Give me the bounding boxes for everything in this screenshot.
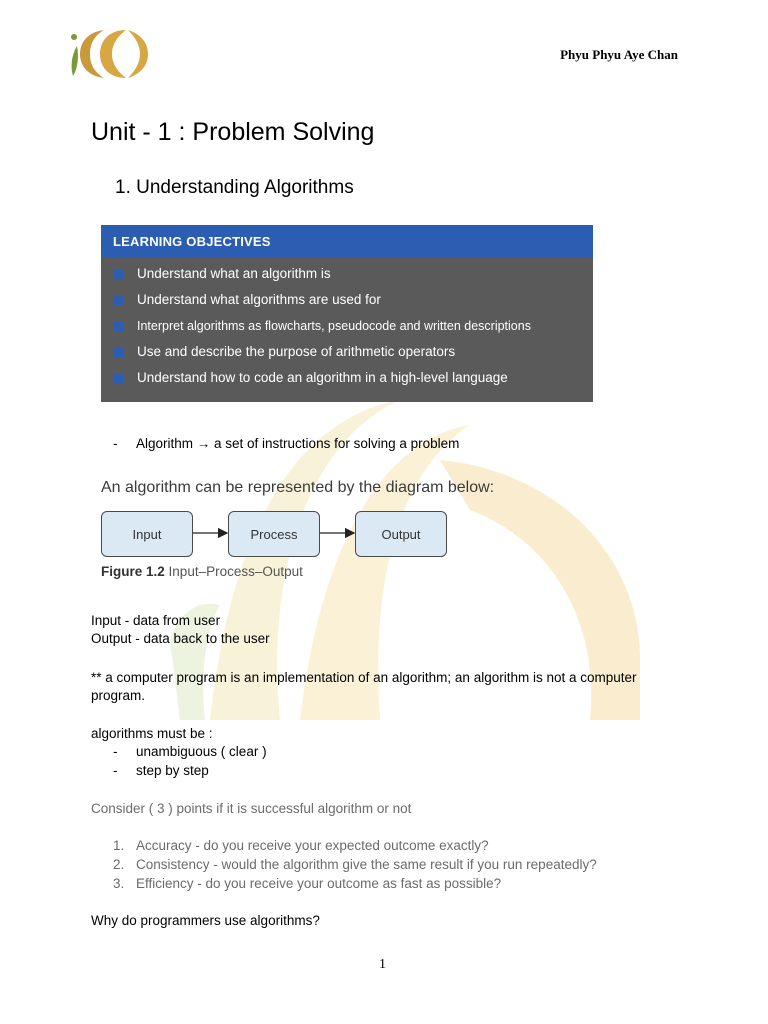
program-note-line1: ** a computer program is an implementation of an algorithm; an algorithm is not a computer xyxy=(91,670,637,685)
consider-item: Consistency - would the algorithm give the same result if you run repeatedly? xyxy=(136,857,597,872)
must-item: step by step xyxy=(136,763,209,778)
figure-caption xyxy=(101,564,303,579)
consider-heading: Consider ( 3 ) points if it is successful algorithm or not xyxy=(91,801,412,816)
figure-caption-text: Input–Process–Output xyxy=(168,564,303,579)
input-note: Input - data from user xyxy=(91,613,221,628)
dash-marker: - xyxy=(113,744,118,759)
consider-item: Efficiency - do you receive your outcome as fast as possible? xyxy=(136,876,502,891)
section-heading: 1. Understanding Algorithms xyxy=(115,177,354,198)
learning-objectives-heading: LEARNING OBJECTIVES xyxy=(101,225,593,258)
objective-text: Understand how to code an algorithm in a high-level language xyxy=(137,370,508,385)
definition-dash: - xyxy=(113,436,118,451)
consider-item: Accuracy - do you receive your expected outcome exactly? xyxy=(136,838,489,853)
author-name: Phyu Phyu Aye Chan xyxy=(560,47,678,62)
process-box: Process xyxy=(228,511,320,557)
objective-text: Interpret algorithms as flowcharts, pseudocode and written descriptions xyxy=(137,319,531,333)
algorithm-definition: Algorithm → a set of instructions for solving a problem xyxy=(136,436,460,451)
objective-text: Understand what an algorithm is xyxy=(137,266,331,281)
figure-label: Figure 1.2 xyxy=(101,564,165,579)
list-number: 1. xyxy=(113,838,125,853)
objective-text: Understand what algorithms are used for xyxy=(137,292,381,307)
must-item: unambiguous ( clear ) xyxy=(136,744,267,759)
objective-text: Use and describe the purpose of arithmetic operators xyxy=(137,344,456,359)
dash-marker: - xyxy=(113,763,118,778)
program-note-line2: program. xyxy=(91,688,146,703)
page-number: 1 xyxy=(379,957,386,972)
must-be-heading: algorithms must be : xyxy=(91,726,213,741)
output-box: Output xyxy=(355,511,447,557)
page-title: Unit - 1 : Problem Solving xyxy=(91,118,375,146)
diagram-intro: An algorithm can be represented by the diagram below: xyxy=(101,479,495,496)
output-note: Output - data back to the user xyxy=(91,631,270,646)
question: Why do programmers use algorithms? xyxy=(91,913,320,928)
list-number: 2. xyxy=(113,857,125,872)
input-box: Input xyxy=(101,511,193,557)
list-number: 3. xyxy=(113,876,125,891)
